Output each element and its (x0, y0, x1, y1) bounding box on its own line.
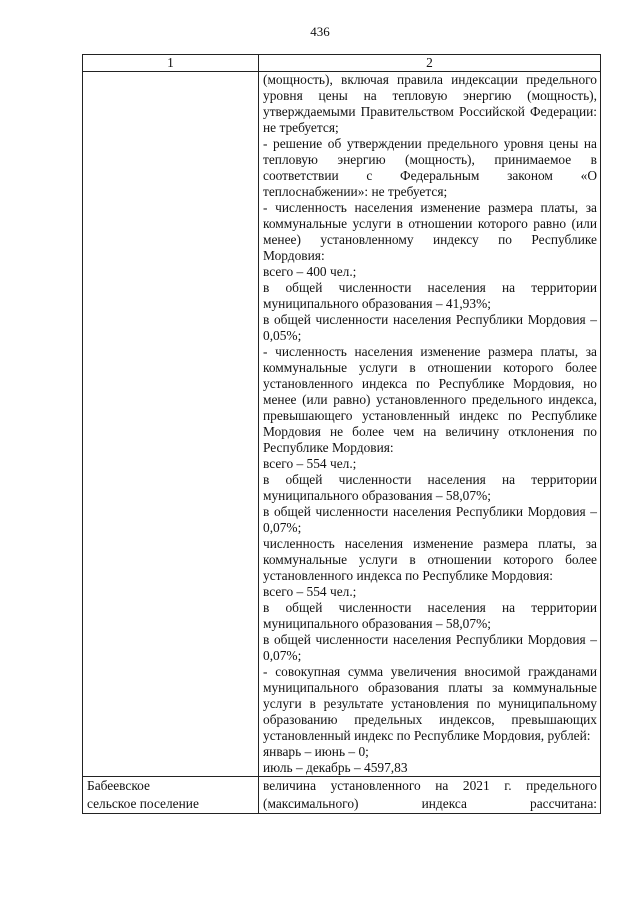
table-header-row (83, 55, 601, 72)
municipality-name: Бабеевское (87, 778, 150, 793)
page-number: 436 (310, 24, 330, 39)
indices-table (82, 54, 601, 814)
indicators-cell: величина установленного на 2021 г. предельного (максимального) индекса рассчитана: (259, 777, 601, 814)
paragraph: январь – июнь – 0; (263, 744, 369, 759)
table-row (83, 72, 601, 777)
table-row (83, 777, 601, 814)
paragraph: в общей численности населения Республики Мордовия – 0,05%; (263, 312, 597, 343)
paragraph: в общей численности населения на территории муниципального образования – 41,93%; (263, 280, 597, 311)
paragraph: в общей численности населения Республики Мордовия – 0,07%; (263, 632, 597, 663)
municipality-type: сельское поселение (87, 796, 199, 811)
paragraph: - решение об утверждении предельного уровня цены на тепловую энергию (мощность), принимаемое в соответствии с Федеральным законом «О теплоснабжении»: не требуется; (263, 136, 597, 199)
paragraph: численность населения изменение размера платы, за коммунальные услуги в отношении которого более установленного индекса по Республике Мордовия: (263, 536, 597, 583)
paragraph: - численность населения изменение размера платы, за коммунальные услуги в отношении которого равно (или менее) установленному индексу по Республике Мордовия: (263, 200, 597, 263)
paragraph: (мощность), включая правила индексации предельного уровня цены на тепловую энергию (мощность), утверждаемыми Правительством Российской Федерации: не требуется; (263, 72, 597, 135)
paragraph: всего – 554 чел.; (263, 456, 357, 471)
paragraph: в общей численности населения на территории муниципального образования – 58,07%; (263, 472, 597, 503)
paragraph: июль – декабрь – 4597,83 (263, 760, 408, 775)
column-header-2: 2 (259, 55, 601, 72)
paragraph: всего – 554 чел.; (263, 584, 357, 599)
paragraph: всего – 400 чел.; (263, 264, 357, 279)
paragraph: - совокупная сумма увеличения вносимой гражданами муниципального образования платы за коммунальные услуги в результате установления по муниципальному образованию предельных индексов, превышающих установленный индекс по Республике Мордовия, рублей: (263, 664, 597, 743)
column-header-1: 1 (83, 55, 259, 72)
paragraph: в общей численности населения Республики Мордовия – 0,07%; (263, 504, 597, 535)
paragraph: - численность населения изменение размера платы, за коммунальные услуги в отношении которого более установленного индекса по Республике Мордовия, но менее (или равно) установленного предельного индекса, превышающего установленный индекс по Республике Мордовия не более чем на величину отклонения по Республике Мордовия: (263, 344, 597, 455)
indicators-cell (259, 72, 601, 777)
municipality-cell (83, 72, 259, 777)
paragraph: в общей численности населения на территории муниципального образования – 58,07%; (263, 600, 597, 631)
municipality-cell (83, 777, 259, 814)
